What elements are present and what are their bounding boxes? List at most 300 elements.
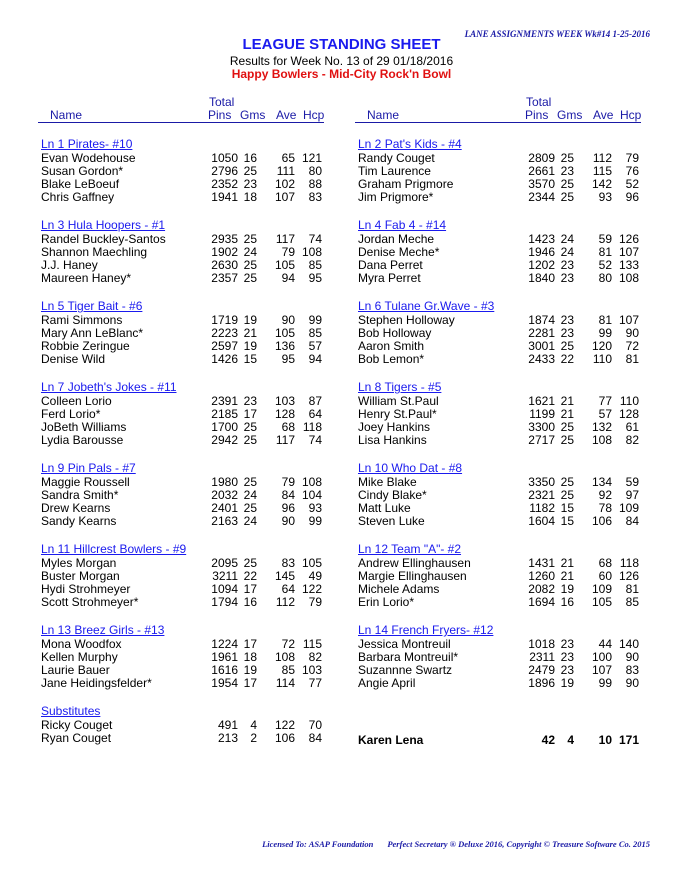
bowler-name: Robbie Zeringue	[41, 339, 130, 353]
team-name-link[interactable]: Ln 12 Team "A"- #2	[358, 542, 462, 556]
bowler-games: 19	[560, 676, 574, 690]
bowler-games: 4	[567, 733, 574, 747]
bowler-name: Ryan Couget	[41, 731, 112, 745]
bowler-pins: 2032	[211, 488, 238, 502]
bowler-handicap: 82	[625, 433, 639, 447]
bowler-average: 78	[598, 501, 612, 515]
bowler-name: Erin Lorio*	[358, 595, 415, 609]
bowler-handicap: 96	[625, 190, 639, 204]
bowler-name: Sandy Kearns	[41, 514, 117, 528]
bowler-handicap: 81	[625, 582, 639, 596]
bowler-pins: 1840	[528, 271, 555, 285]
header-hcp: Hcp	[620, 108, 642, 122]
bowler-games: 23	[560, 637, 574, 651]
bowler-name: Henry St.Paul*	[358, 407, 437, 421]
bowler-average: 136	[274, 339, 295, 353]
bowler-name: Joey Hankins	[358, 420, 431, 434]
header-name: Name	[50, 108, 83, 122]
bowler-handicap: 74	[308, 232, 322, 246]
bowler-handicap: 107	[618, 313, 639, 327]
header-hcp: Hcp	[303, 108, 325, 122]
bowler-pins: 1018	[528, 637, 555, 651]
team-name-link[interactable]: Ln 6 Tulane Gr.Wave - #3	[358, 299, 495, 313]
bowler-games: 24	[560, 245, 574, 259]
bowler-average: 128	[274, 407, 295, 421]
bowler-average: 92	[598, 488, 612, 502]
header-total: Total	[209, 95, 235, 109]
bowler-games: 24	[243, 245, 257, 259]
header-ave: Ave	[593, 108, 614, 122]
bowler-name: Andrew Ellinghausen	[358, 556, 471, 570]
bowler-average: 117	[275, 433, 295, 447]
bowler-average: 120	[591, 339, 612, 353]
bowler-pins: 1902	[211, 245, 238, 259]
bowler-games: 16	[560, 595, 574, 609]
bowler-games: 18	[243, 650, 257, 664]
bowler-handicap: 85	[308, 258, 322, 272]
bowler-pins: 1616	[211, 663, 238, 677]
bowler-name: Maureen Haney*	[41, 271, 132, 285]
bowler-handicap: 171	[618, 733, 639, 747]
bowler-average: 145	[274, 569, 295, 583]
bowler-handicap: 109	[618, 501, 639, 515]
bowler-name: Dana Perret	[358, 258, 423, 272]
team-block	[38, 623, 324, 690]
bowler-handicap: 52	[625, 177, 639, 191]
bowler-pins: 1794	[211, 595, 238, 609]
bowler-pins: 2163	[211, 514, 238, 528]
bowler-average: 57	[598, 407, 612, 421]
bowler-average: 107	[591, 663, 612, 677]
bowler-games: 25	[560, 488, 574, 502]
bowler-games: 16	[243, 595, 257, 609]
bowler-games: 25	[560, 177, 574, 191]
bowler-games: 15	[560, 501, 574, 515]
bowler-average: 112	[275, 595, 295, 609]
bowler-games: 17	[243, 676, 257, 690]
bowler-pins: 2479	[528, 663, 555, 677]
bowler-games: 25	[243, 475, 257, 489]
bowler-name: Suzannne Swartz	[358, 663, 453, 677]
bowler-name: Cindy Blake*	[358, 488, 427, 502]
bowler-name: Jane Heidingsfelder*	[41, 676, 152, 690]
bowler-handicap: 49	[308, 569, 322, 583]
bowler-name: Bob Holloway	[358, 326, 432, 340]
bowler-handicap: 61	[625, 420, 639, 434]
bowler-average: 44	[598, 637, 612, 651]
bowler-games: 19	[243, 313, 257, 327]
header-ave: Ave	[276, 108, 297, 122]
bowler-average: 100	[591, 650, 612, 664]
bowler-handicap: 126	[618, 232, 639, 246]
page-title: LEAGUE STANDING SHEET	[242, 36, 441, 53]
bowler-name: Scott Strohmeyer*	[41, 595, 139, 609]
bowler-handicap: 90	[625, 326, 639, 340]
team-block	[355, 623, 641, 690]
bowler-pins: 3350	[528, 475, 555, 489]
bowler-pins: 1604	[528, 514, 555, 528]
bowler-pins: 2401	[211, 501, 238, 515]
bowler-pins: 1946	[528, 245, 555, 259]
bowler-games: 25	[560, 339, 574, 353]
bowler-handicap: 110	[619, 394, 639, 408]
bowler-games: 25	[560, 151, 574, 165]
bowler-games: 25	[243, 420, 257, 434]
bowler-average: 94	[281, 271, 295, 285]
bowler-handicap: 121	[301, 151, 322, 165]
bowler-handicap: 84	[308, 731, 322, 745]
bowler-pins: 3001	[528, 339, 555, 353]
bowler-games: 23	[560, 663, 574, 677]
header-pins: Pins	[525, 108, 549, 122]
bowler-pins: 3570	[528, 177, 555, 191]
bowler-average: 81	[598, 245, 612, 259]
bowler-name: Mary Ann LeBlanc*	[41, 326, 144, 340]
bowler-handicap: 108	[301, 475, 322, 489]
bowler-name: Bob Lemon*	[358, 352, 425, 366]
bowler-average: 112	[592, 151, 612, 165]
team-name-link[interactable]: Substitutes	[41, 704, 101, 718]
bowler-pins: 3211	[212, 569, 238, 583]
bowler-pins: 1260	[528, 569, 555, 583]
bowler-handicap: 59	[625, 475, 639, 489]
team-block	[355, 542, 641, 609]
bowler-name: Margie Ellinghausen	[358, 569, 467, 583]
standings-column-right	[355, 94, 641, 690]
bowler-name: Randel Buckley-Santos	[41, 232, 166, 246]
bowler-games: 21	[243, 326, 257, 340]
bowler-name: Jim Prigmore*	[358, 190, 434, 204]
bowler-pins: 1423	[528, 232, 555, 246]
bowler-games: 21	[560, 407, 574, 421]
team-name-link[interactable]: Ln 4 Fab 4 - #14	[358, 218, 447, 232]
bowler-average: 85	[281, 663, 295, 677]
bowler-pins: 1700	[211, 420, 238, 434]
bowler-games: 24	[560, 232, 574, 246]
bowler-name: Barbara Montreuil*	[358, 650, 459, 664]
team-name-link[interactable]: Ln 8 Tigers - #5	[358, 380, 442, 394]
bowler-games: 19	[560, 582, 574, 596]
bowler-handicap: 107	[618, 245, 639, 259]
header-name: Name	[367, 108, 400, 122]
bowler-pins: 1182	[529, 501, 555, 515]
bowler-name: Jordan Meche	[358, 232, 435, 246]
bowler-pins: 1719	[211, 313, 238, 327]
bowler-handicap: 104	[301, 488, 322, 502]
column-header	[355, 94, 641, 123]
bowler-games: 23	[560, 164, 574, 178]
bowler-pins: 1980	[211, 475, 238, 489]
column-header	[38, 94, 324, 123]
bowler-name: Evan Wodehouse	[41, 151, 136, 165]
bowler-pins: 491	[217, 718, 238, 732]
bowler-pins: 2391	[211, 394, 238, 408]
bowler-name: Drew Kearns	[41, 501, 111, 515]
bowler-games: 22	[560, 352, 574, 366]
bowler-name: Mike Blake	[358, 475, 417, 489]
bowler-row	[355, 596, 641, 609]
bowler-handicap: 72	[625, 339, 639, 353]
bowler-games: 25	[560, 420, 574, 434]
bowler-row	[38, 434, 324, 447]
bowler-average: 105	[274, 326, 295, 340]
bowler-pins: 1050	[211, 151, 238, 165]
bowler-handicap: 88	[308, 177, 322, 191]
bowler-name: Chris Gaffney	[41, 190, 115, 204]
bowler-games: 22	[243, 569, 257, 583]
bowler-row	[38, 732, 324, 745]
bowler-average: 117	[275, 232, 295, 246]
bowler-row	[355, 677, 641, 690]
bowler-pins: 2630	[211, 258, 238, 272]
bowler-pins: 1874	[528, 313, 555, 327]
bowler-average: 103	[274, 394, 295, 408]
bowler-average: 52	[598, 258, 612, 272]
bowler-handicap: 90	[625, 650, 639, 664]
team-block	[38, 137, 324, 204]
copyright-text: Perfect Secretary ® Deluxe 2016, Copyright © Treasure Software Co. 2015	[387, 839, 650, 849]
bowler-average: 68	[598, 556, 612, 570]
bowler-games: 24	[243, 488, 257, 502]
bowler-name: Aaron Smith	[358, 339, 425, 353]
team-name-link[interactable]: Ln 2 Pat's Kids - #4	[358, 137, 462, 151]
bowler-name: Lydia Barousse	[41, 433, 124, 447]
bowler-row	[355, 272, 641, 285]
bowler-average: 84	[281, 488, 295, 502]
bowler-games: 4	[250, 718, 257, 732]
bowler-average: 68	[281, 420, 295, 434]
bowler-games: 25	[243, 232, 257, 246]
bowler-handicap: 74	[308, 433, 322, 447]
bowler-average: 90	[281, 514, 295, 528]
team-block	[38, 218, 324, 285]
bowler-handicap: 81	[625, 352, 639, 366]
team-name-link[interactable]: Ln 7 Jobeth's Jokes - #11	[41, 380, 177, 394]
bowler-handicap: 77	[308, 676, 322, 690]
bowler-name: William St.Paul	[358, 394, 439, 408]
bowler-average: 81	[598, 313, 612, 327]
team-name-link[interactable]: Ln 14 French Fryers- #12	[358, 623, 494, 637]
bowler-handicap: 70	[308, 718, 322, 732]
team-name-link[interactable]: Ln 9 Pin Pals - #7	[41, 461, 136, 475]
bowler-name: Karen Lena	[358, 733, 424, 747]
header-total: Total	[526, 95, 552, 109]
league-name: Happy Bowlers - Mid-City Rock'n Bowl	[231, 67, 452, 81]
team-name-link[interactable]: Ln 13 Breez Girls - #13	[41, 623, 165, 637]
bowler-name: Kellen Murphy	[41, 650, 118, 664]
bowler-average: 114	[275, 676, 295, 690]
bowler-games: 2	[250, 731, 257, 745]
bowler-handicap: 108	[618, 271, 639, 285]
bowler-average: 79	[281, 245, 295, 259]
bowler-pins: 2357	[211, 271, 238, 285]
bowler-games: 23	[560, 258, 574, 272]
bowler-handicap: 82	[308, 650, 322, 664]
bowler-pins: 2935	[211, 232, 238, 246]
bowler-average: 95	[281, 352, 295, 366]
bowler-games: 18	[243, 190, 257, 204]
team-block	[38, 299, 324, 366]
bowler-games: 21	[560, 556, 574, 570]
bowler-name: Shannon Maechling	[41, 245, 148, 259]
header-gms: Gms	[557, 108, 583, 122]
bowler-name: Hydi Strohmeyer	[41, 582, 131, 596]
team-block	[38, 704, 324, 745]
lane-assignments-note: LANE ASSIGNMENTS WEEK Wk#14 1-25-2016	[464, 29, 650, 39]
bowler-name: Myles Morgan	[41, 556, 117, 570]
bowler-games: 16	[243, 151, 257, 165]
bowler-games: 17	[243, 637, 257, 651]
bowler-name: Rami Simmons	[41, 313, 123, 327]
bowler-pins: 1094	[211, 582, 238, 596]
bowler-name: Ferd Lorio*	[41, 407, 101, 421]
bowler-games: 21	[560, 569, 574, 583]
team-name-link[interactable]: Ln 5 Tiger Bait - #6	[41, 299, 143, 313]
bowler-handicap: 95	[308, 271, 322, 285]
bowler-handicap: 126	[618, 569, 639, 583]
bowler-handicap: 105	[301, 556, 322, 570]
bowler-handicap: 99	[308, 313, 322, 327]
bowler-games: 25	[560, 475, 574, 489]
bowler-pins: 2597	[211, 339, 238, 353]
bowler-handicap: 84	[625, 514, 639, 528]
bowler-average: 108	[591, 433, 612, 447]
substitute-row-right	[355, 734, 641, 747]
bowler-games: 23	[560, 650, 574, 664]
bowler-pins: 1224	[211, 637, 238, 651]
bowler-handicap: 83	[308, 190, 322, 204]
bowler-handicap: 87	[308, 394, 322, 408]
bowler-pins: 2809	[528, 151, 555, 165]
bowler-games: 25	[243, 501, 257, 515]
bowler-games: 25	[243, 433, 257, 447]
bowler-games: 25	[243, 164, 257, 178]
bowler-average: 10	[598, 733, 612, 747]
bowler-games: 19	[243, 663, 257, 677]
bowler-average: 99	[598, 326, 612, 340]
bowler-handicap: 108	[301, 245, 322, 259]
bowler-name: Laurie Bauer	[41, 663, 110, 677]
bowler-row	[355, 734, 641, 747]
bowler-average: 111	[276, 164, 295, 178]
footer	[0, 839, 683, 849]
bowler-games: 17	[243, 407, 257, 421]
team-name-link[interactable]: Ln 10 Who Dat - #8	[358, 461, 463, 475]
team-name-link[interactable]: Ln 1 Pirates- #10	[41, 137, 133, 151]
bowler-average: 134	[591, 475, 612, 489]
license-text: Licensed To: ASAP Foundation	[262, 839, 374, 849]
bowler-pins: 1941	[211, 190, 238, 204]
bowler-handicap: 85	[625, 595, 639, 609]
bowler-row	[38, 596, 324, 609]
bowler-games: 23	[560, 313, 574, 327]
bowler-average: 102	[274, 177, 295, 191]
bowler-handicap: 94	[308, 352, 322, 366]
bowler-pins: 3300	[528, 420, 555, 434]
bowler-games: 23	[560, 271, 574, 285]
bowler-average: 59	[598, 232, 612, 246]
bowler-pins: 1431	[528, 556, 555, 570]
bowler-handicap: 80	[308, 164, 322, 178]
bowler-average: 142	[591, 177, 612, 191]
bowler-pins: 2433	[528, 352, 555, 366]
bowler-pins: 2661	[528, 164, 555, 178]
bowler-row	[38, 515, 324, 528]
team-block	[355, 137, 641, 204]
bowler-name: Denise Meche*	[358, 245, 440, 259]
bowler-games: 19	[243, 339, 257, 353]
bowler-name: Jessica Montreuil	[358, 637, 451, 651]
bowler-handicap: 122	[301, 582, 322, 596]
bowler-name: JoBeth Williams	[41, 420, 127, 434]
bowler-games: 17	[243, 582, 257, 596]
results-line: Results for Week No. 13 of 29 01/18/2016	[229, 54, 454, 68]
team-block	[355, 380, 641, 447]
team-block	[355, 299, 641, 366]
bowler-pins: 2344	[528, 190, 555, 204]
bowler-pins: 1426	[211, 352, 238, 366]
bowler-average: 105	[591, 595, 612, 609]
bowler-row	[38, 353, 324, 366]
bowler-name: Steven Luke	[358, 514, 425, 528]
bowler-row	[355, 515, 641, 528]
bowler-average: 108	[274, 650, 295, 664]
bowler-average: 93	[598, 190, 612, 204]
bowler-games: 25	[243, 556, 257, 570]
bowler-pins: 1961	[211, 650, 238, 664]
bowler-row	[355, 191, 641, 204]
bowler-pins: 2082	[528, 582, 555, 596]
bowler-row	[355, 434, 641, 447]
bowler-pins: 2717	[528, 433, 555, 447]
bowler-name: Michele Adams	[358, 582, 440, 596]
bowler-name: Sandra Smith*	[41, 488, 119, 502]
bowler-games: 24	[243, 514, 257, 528]
bowler-average: 72	[281, 637, 295, 651]
bowler-games: 25	[243, 271, 257, 285]
bowler-name: Tim Laurence	[358, 164, 431, 178]
bowler-handicap: 79	[625, 151, 639, 165]
bowler-name: Susan Gordon*	[41, 164, 124, 178]
bowler-handicap: 85	[308, 326, 322, 340]
bowler-pins: 2095	[211, 556, 238, 570]
bowler-handicap: 99	[308, 514, 322, 528]
bowler-name: Randy Couget	[358, 151, 435, 165]
bowler-average: 83	[281, 556, 295, 570]
team-name-link[interactable]: Ln 3 Hula Hoopers - #1	[41, 218, 166, 232]
bowler-row	[38, 677, 324, 690]
bowler-handicap: 115	[302, 637, 322, 651]
bowler-pins: 1202	[528, 258, 555, 272]
bowler-name: Colleen Lorio	[41, 394, 112, 408]
bowler-name: Myra Perret	[358, 271, 421, 285]
bowler-name: Graham Prigmore	[358, 177, 454, 191]
bowler-handicap: 140	[618, 637, 639, 651]
bowler-handicap: 93	[308, 501, 322, 515]
bowler-pins: 1954	[211, 676, 238, 690]
bowler-average: 106	[591, 514, 612, 528]
bowler-handicap: 118	[619, 556, 639, 570]
bowler-games: 21	[560, 394, 574, 408]
team-name-link[interactable]: Ln 11 Hillcrest Bowlers - #9	[41, 542, 187, 556]
bowler-handicap: 83	[625, 663, 639, 677]
bowler-games: 25	[560, 190, 574, 204]
bowler-name: Buster Morgan	[41, 569, 120, 583]
bowler-games: 23	[560, 326, 574, 340]
bowler-name: Ricky Couget	[41, 718, 113, 732]
bowler-games: 23	[243, 394, 257, 408]
bowler-row	[355, 353, 641, 366]
